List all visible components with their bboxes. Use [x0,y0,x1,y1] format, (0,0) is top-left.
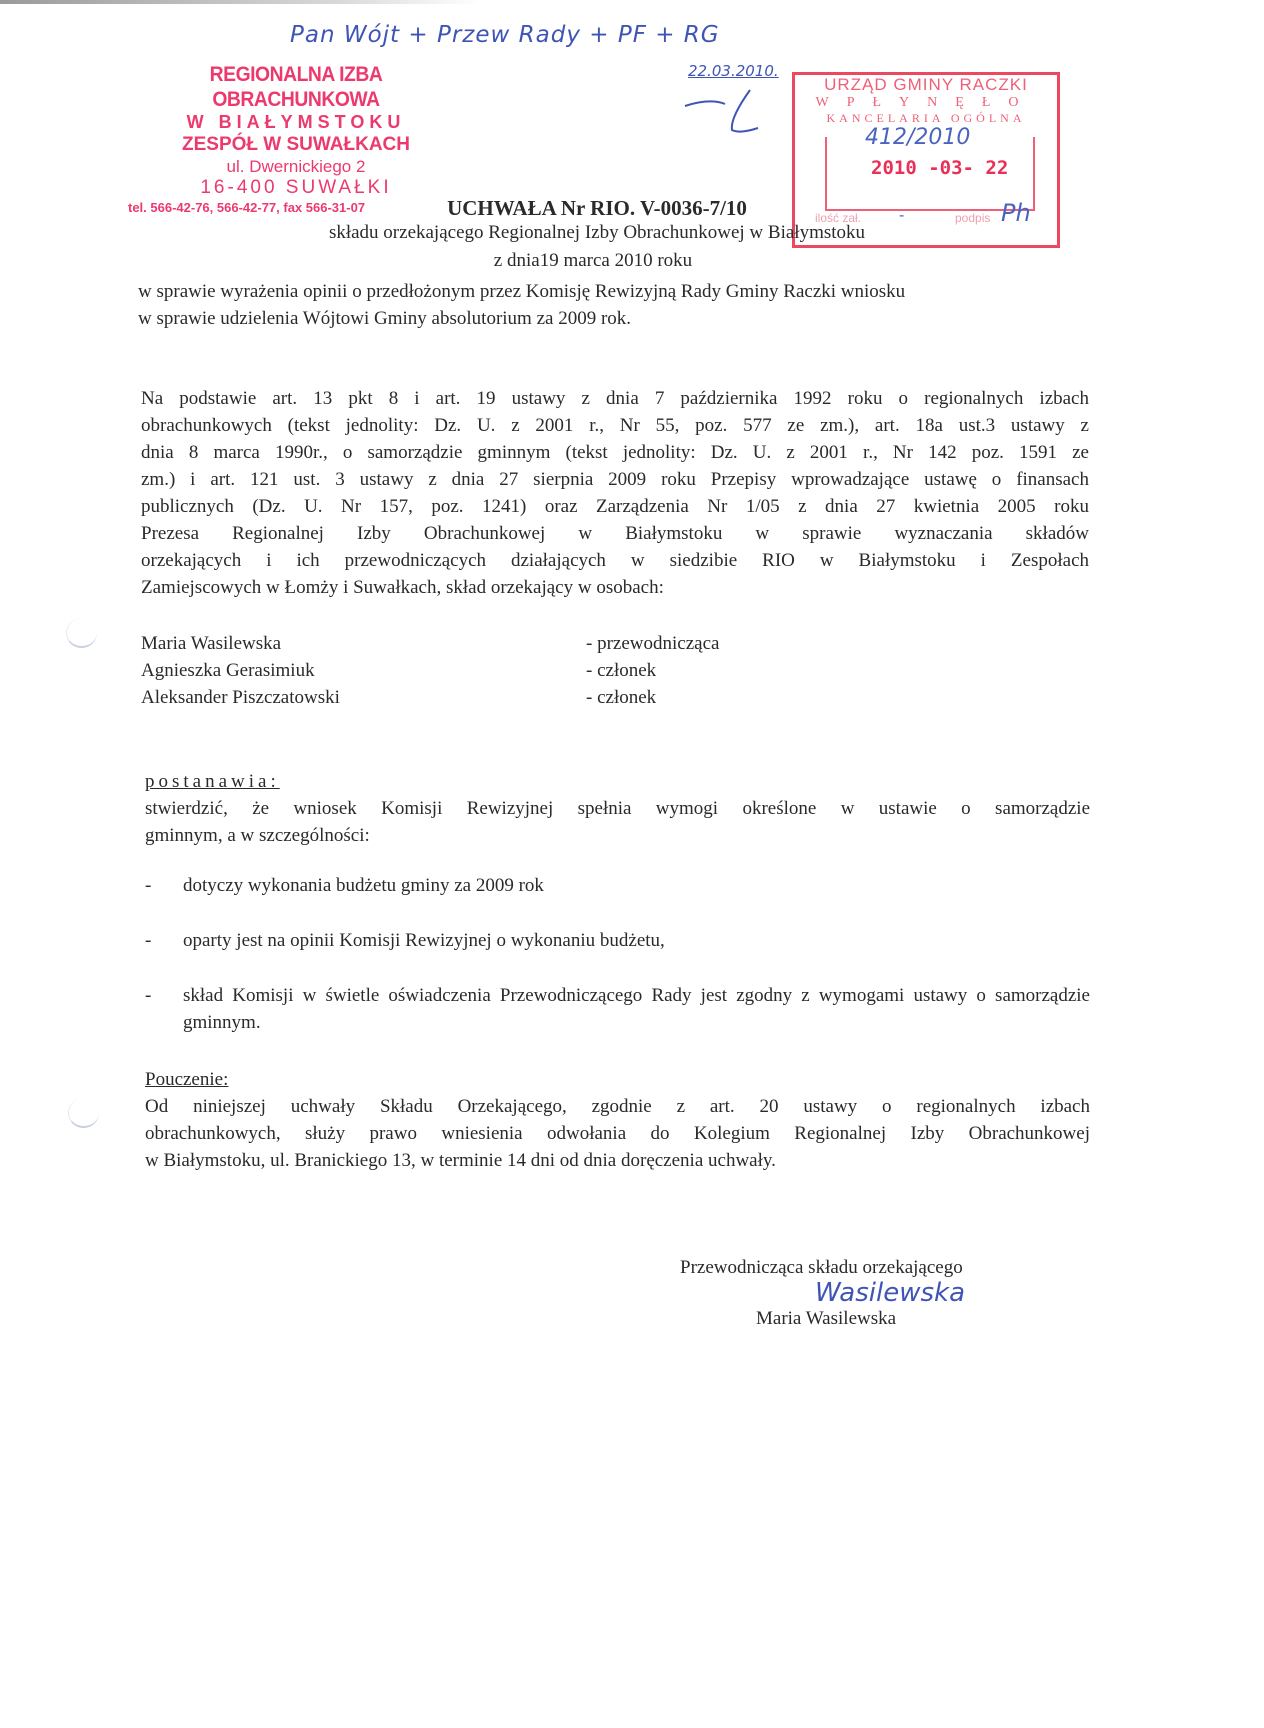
member-row [141,630,841,657]
member-role: - członek [586,687,657,708]
receipt-signature-initials: Ph [1001,199,1031,227]
member-row [141,657,841,684]
appeal-instruction [145,1066,1090,1174]
stamp-team: ZESPÓŁ W SUWAŁKACH [182,133,410,155]
legal-basis-line: dnia 8 marca 1990r., o samorządzie gminnym (tekst jednolity: Dz. U. z 2001 r., Nr 142 poz. 1591 ze [141,442,1089,463]
stamp-org-name: REGIONALNA IZBA OBRACHUNKOWA [209,63,383,112]
bullet-dash: - [145,930,152,951]
signatory-role: Przewodnicząca składu orzekającego [680,1257,963,1278]
member-name: Maria Wasilewska [141,633,282,654]
condition-item [145,927,1090,954]
legal-basis-line: obrachunkowych (tekst jednolity: Dz. U. z 2001 r., Nr 55, poz. 577 ze zm.), art. 18a ust.3 ustawy z [141,415,1089,436]
receipt-received: WPŁYNĘŁO [815,95,1037,110]
subject [138,278,1078,332]
receipt-attachments-value: - [899,207,905,224]
handwritten-paraph-icon [680,88,760,138]
decision [145,768,1090,849]
punch-hole-mark [66,618,97,648]
decision-text: gminnym, a w szczególności: [145,825,370,846]
stamp-postcode: 16-400 SUWAŁKI [200,177,392,199]
legal-basis [141,385,1089,601]
sender-stamp [116,62,476,216]
legal-basis-line: Na podstawie art. 13 pkt 8 i art. 19 ustawy z dnia 7 października 1992 roku o regionalnych izbach [141,388,1089,409]
bullet-dash: - [145,985,152,1006]
condition-item [145,982,1090,1036]
legal-basis-line: zm.) i art. 121 ust. 3 ustawy z dnia 27 sierpnia 2009 roku Przepisy wprowadzające ustawę o finansach [141,469,1089,490]
receipt-date: 2010 -03- 22 [871,157,1009,179]
panel-members [141,630,841,711]
handwritten-date: 22.03.2010. [688,62,779,80]
stamp-street: ul. Dwernickiego 2 [226,156,366,176]
member-name: Aleksander Piszczatowski [141,687,340,708]
document-date: z dnia19 marca 2010 roku [493,250,693,271]
receipt-registration-number: 412/2010 [865,125,971,150]
stamp-phone: tel. 566-42-76, 566-42-77, fax 566-31-07 [128,199,366,215]
condition-item [145,872,1090,899]
legal-basis-line: Prezesa Regionalnej Izby Obrachunkowej w Białymstoku w sprawie wyznaczania składów [141,523,1089,544]
signatory-name: Maria Wasilewska [756,1308,897,1329]
handwritten-signature: Wasilewska [815,1278,966,1308]
instruction-line: Od niniejszej uchwały Składu Orzekającego, zgodnie z art. 20 ustawy o regionalnych izbach [145,1096,1090,1117]
signature-block [680,1254,1040,1332]
decision-heading: postanawia: [145,771,280,792]
member-name: Agnieszka Gerasimiuk [141,660,315,681]
stamp-city: W BIAŁYMSTOKU [186,112,406,133]
subject-line: w sprawie wyrażenia opinii o przedłożonym przez Komisję Rewizyjną Rady Gminy Raczki wniosku [138,281,906,302]
receipt-department: KANCELARIA OGÓLNA [826,111,1026,125]
instruction-line: obrachunkowych, służy prawo wniesienia odwołania do Kolegium Regionalnej Izby Obrachunkowej [145,1123,1090,1144]
document-subtitle: składu orzekającego Regionalnej Izby Obrachunkowej w Białymstoku [328,222,866,243]
member-role: - przewodnicząca [586,633,720,654]
member-role: - członek [586,660,657,681]
condition-text: dotyczy wykonania budżetu gminy za 2009 rok [183,875,544,896]
subject-line: w sprawie udzielenia Wójtowi Gminy absolutorium za 2009 rok. [138,308,632,329]
instruction-heading: Pouczenie: [145,1069,229,1090]
punch-hole-mark [68,1098,99,1128]
receipt-attachments-label: ilość zał. [815,211,862,225]
instruction-line: w Białymstoku, ul. Branickiego 13, w terminie 14 dni od dnia doręczenia uchwały. [145,1150,776,1171]
receipt-signature-label: podpis [955,211,991,225]
condition-text: oparty jest na opinii Komisji Rewizyjnej o wykonaniu budżetu, [183,930,665,951]
decision-conditions [145,872,1090,1036]
handwritten-distribution-note: Pan Wójt + Przew Rady + PF + RG [290,22,720,48]
receipt-office: URZĄD GMINY RACZKI [824,75,1028,94]
legal-basis-line: orzekających i ich przewodniczących działających w siedzibie RIO w Białymstoku i Zespołach [141,550,1089,571]
legal-basis-line: Zamiejscowych w Łomży i Suwałkach, skład orzekający w osobach: [141,577,664,598]
scan-edge [0,0,480,4]
decision-text: stwierdzić, że wniosek Komisji Rewizyjnej spełnia wymogi określone w ustawie o samorządzie [145,798,1090,819]
member-row [141,684,841,711]
bullet-dash: - [145,875,152,896]
condition-text: skład Komisji w świetle oświadczenia Przewodniczącego Rady jest zgodny z wymogami ustawy o samorządzie gminnym. [183,985,1090,1033]
legal-basis-line: publicznych (Dz. U. Nr 157, poz. 1241) oraz Zarządzenia Nr 1/05 z dnia 27 kwietnia 2005 roku [141,496,1089,517]
document-title: UCHWAŁA Nr RIO. V-0036-7/10 [447,196,747,220]
